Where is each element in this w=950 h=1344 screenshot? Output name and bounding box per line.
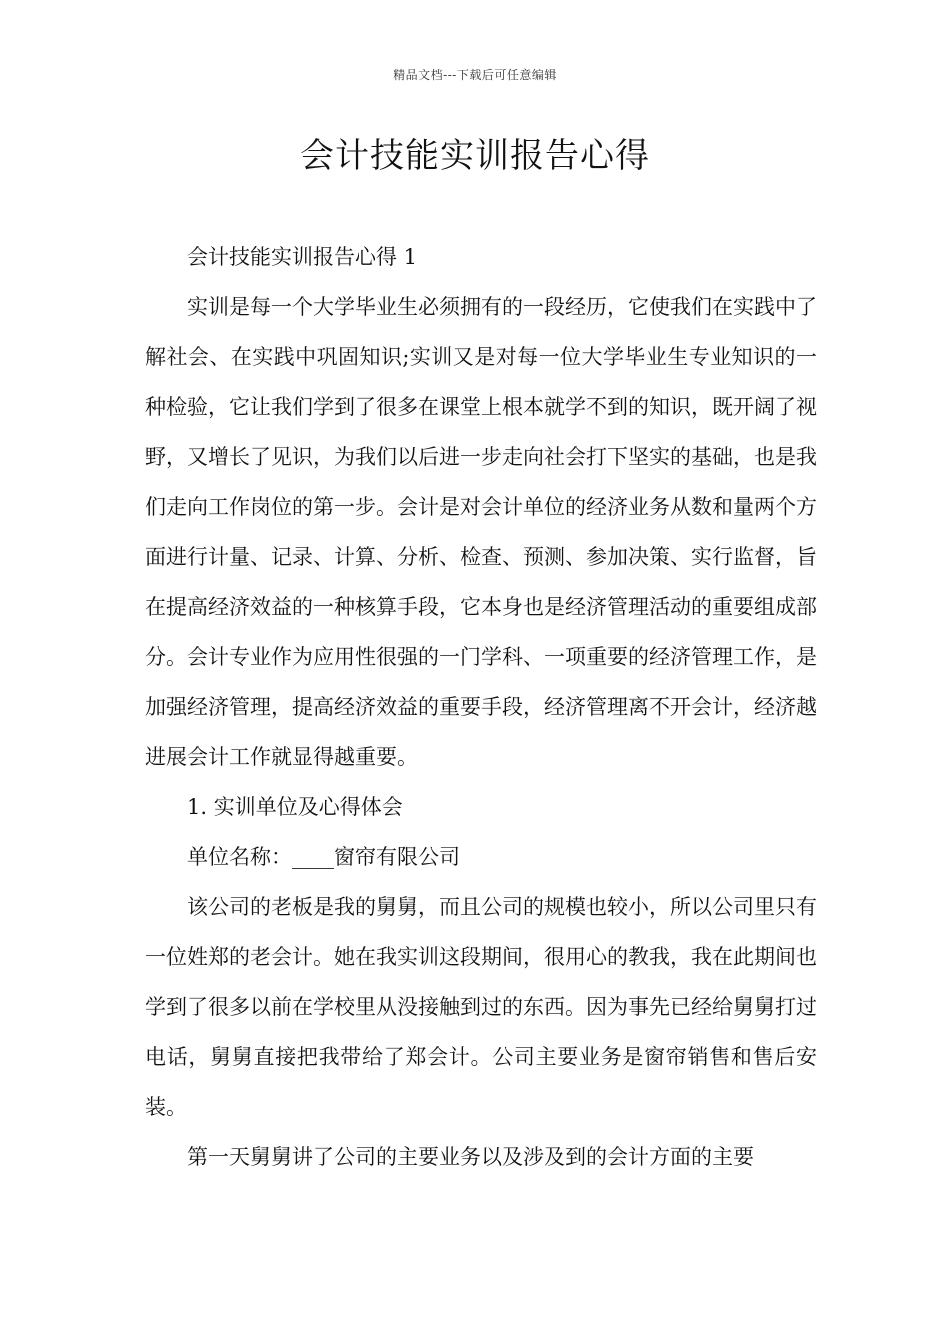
section-heading: 会计技能实训报告心得 1 — [187, 245, 418, 269]
paragraph-company: 该公司的老板是我的舅舅，而且公司的规模也较小，所以公司里只有一位姓郑的老会计。她在我实训这段期间，很用心的教我，我在此期间也学到了很多以前在学校里从没接触到过的东西。因为事先已经给舅舅打过电话，舅舅直接把我带给了郑会计。公司主要业务是窗帘销售和售后安装。 — [145, 895, 817, 1119]
paragraph-first-day: 第一天舅舅讲了公司的主要业务以及涉及到的会计方面的主要 — [187, 1145, 754, 1169]
header-note: 精品文档---下载后可任意编辑 — [393, 68, 557, 82]
unit-name-line: 单位名称：____窗帘有限公司 — [187, 845, 460, 869]
document-title: 会计技能实训报告心得 — [300, 136, 650, 176]
paragraph-intro: 实训是每一个大学毕业生必须拥有的一段经历，它使我们在实践中了解社会、在实践中巩固知识;实训又是对每一位大学毕业生专业知识的一种检验，它让我们学到了很多在课堂上根本就学不到的知识，既开阔了视野，又增长了见识，为我们以后进一步走向社会打下坚实的基础，也是我们走向工作岗位的第一步。会计是对会计单位的经济业务从数和量两个方面进行计量、记录、计算、分析、检查、预测、参加决策、实行监督，旨在提高经济效益的一种核算手段，它本身也是经济管理活动的重要组成部分。会计专业作为应用性很强的一门学科、一项重要的经济管理工作，是加强经济管理，提高经济效益的重要手段，经济管理离不开会计，经济越进展会计工作就显得越重要。 — [145, 295, 817, 769]
list-item-heading: 1. 实训单位及心得体会 — [187, 795, 403, 819]
document-body — [145, 232, 817, 1182]
